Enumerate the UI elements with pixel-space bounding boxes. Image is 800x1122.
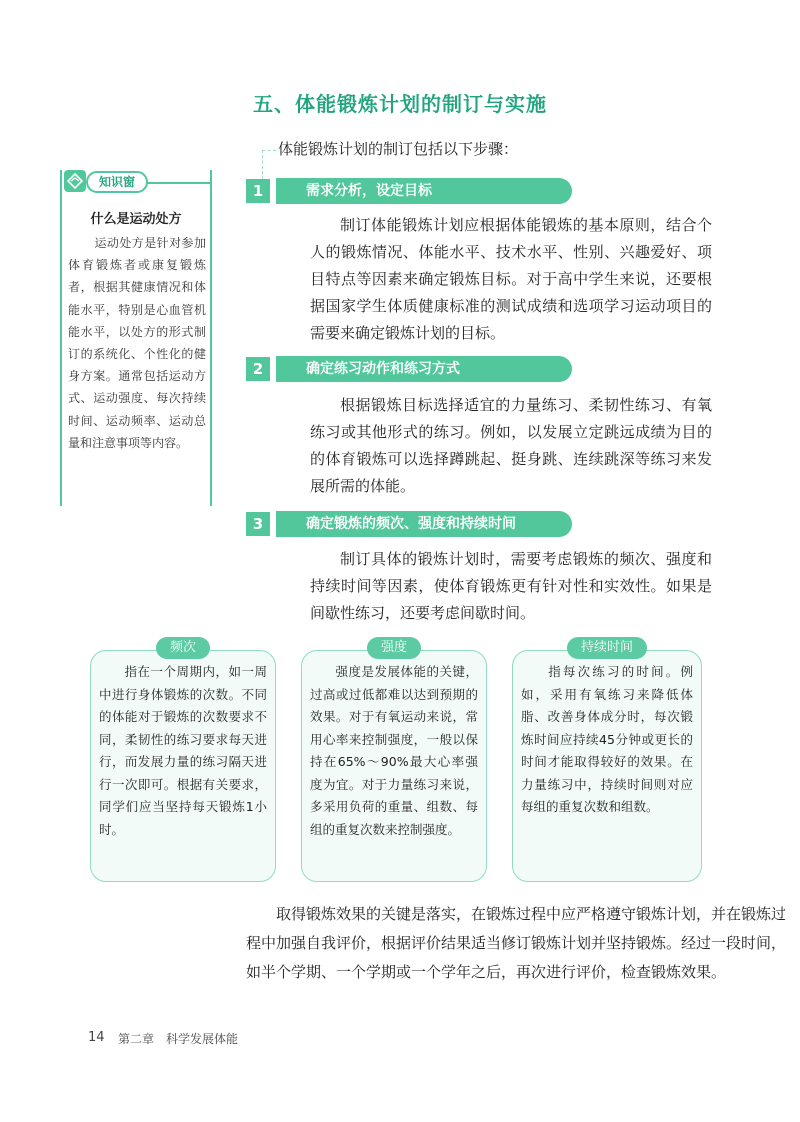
- dashed-connector-h: [262, 150, 276, 151]
- knowledge-window-header: [60, 170, 212, 196]
- card-intensity: [301, 640, 487, 882]
- step-number: 2: [246, 357, 270, 381]
- step-number: 3: [246, 512, 270, 536]
- card-text: [99, 661, 267, 841]
- card-body: 指在一个周期内，如一周中进行身体锻炼的次数。不同的体能对于锻炼的次数要求不同，柔韧性的练习要求每天进行，而发展力量的练习隔天进行一次即可。根据有关要求，同学们应当坚持每天锻炼1小时。: [99, 664, 267, 837]
- summary-paragraph: 取得锻炼效果的关键是落实，在锻炼过程中应严格遵守锻炼计划，并在锻炼过程中加强自我评价，根据评价结果适当修订锻炼计划并坚持锻炼。经过一段时间，如半个学期、一个学期或一个学年之后，再次进行评价，检查锻炼效果。: [246, 905, 787, 981]
- card-body: 指每次练习的时间。例如，采用有氧练习来降低体脂、改善身体成分时，每次锻炼时间应持续45分钟或更长的时间才能取得较好的效果。在力量练习中，持续时间则对应每组的重复次数和组数。: [521, 664, 693, 814]
- knowledge-window-title: 什么是运动处方: [90, 212, 182, 227]
- step-3-header: [246, 511, 572, 539]
- knowledge-window-label: 知识窗: [86, 171, 148, 193]
- step-1-text: 制订体能锻炼计划应根据体能锻炼的基本原则，结合个人的锻炼情况、体能水平、技术水平、性别、兴趣爱好、项目特点等因素来确定锻炼目标。对于高中学生来说，还要根据国家学生体质健康标准的测试成绩和选项学习运动项目的需要来确定锻炼计划的目标。: [310, 216, 712, 342]
- step-3-text: 制订具体的锻炼计划时，需要考虑锻炼的频次、强度和持续时间等因素，使体育锻炼更有针对性和实效性。如果是间歇性练习，还要考虑间歇时间。: [310, 550, 712, 622]
- section-title: 五、体能锻炼计划的制订与实施: [253, 92, 547, 116]
- card-duration: [512, 640, 702, 882]
- step-title: 确定锻炼的频次、强度和持续时间: [276, 511, 572, 537]
- knowledge-window-text: [68, 232, 206, 454]
- chapter-title: 第二章 科学发展体能: [118, 1032, 239, 1046]
- card-tag: 频次: [156, 637, 210, 659]
- card-frequency: [90, 640, 276, 882]
- card-tag: 强度: [367, 637, 421, 659]
- book-icon: [64, 170, 86, 192]
- card-body: 强度是发展体能的关键，过高或过低都难以达到预期的效果。对于有氧运动来说，常用心率来控制强度，一般以保持在65%～90%最大心率强度为宜。对于力量练习来说，多采用负荷的重量、组数、每组的重复次数来控制强度。: [310, 664, 478, 837]
- page-number: 14: [88, 1030, 105, 1045]
- step-title: 需求分析，设定目标: [276, 178, 572, 204]
- intro-text: 体能锻炼计划的制订包括以下步骤：: [278, 140, 519, 158]
- card-text: [521, 661, 693, 819]
- card-tag: 持续时间: [567, 637, 647, 659]
- step-1-header: [246, 178, 572, 206]
- step-2-text: 根据锻炼目标选择适宜的力量练习、柔韧性练习、有氧练习或其他形式的练习。例如，以发展立定跳远成绩为目的的体育锻炼可以选择蹲跳起、挺身跳、连续跳深等练习来发展所需的体能。: [310, 396, 712, 495]
- card-text: [310, 661, 478, 841]
- step-2-header: [246, 356, 572, 384]
- step-title: 确定练习动作和练习方式: [276, 356, 572, 382]
- step-number: 1: [246, 179, 270, 203]
- knowledge-window-body: 运动处方是针对参加体育锻炼者或康复锻炼者，根据其健康情况和体能水平，特别是心血管机能水平，以处方的形式制订的系统化、个性化的健身方案。通常包括运动方式、运动强度、每次持续时间、运动频率、运动总量和注意事项等内容。: [68, 236, 206, 450]
